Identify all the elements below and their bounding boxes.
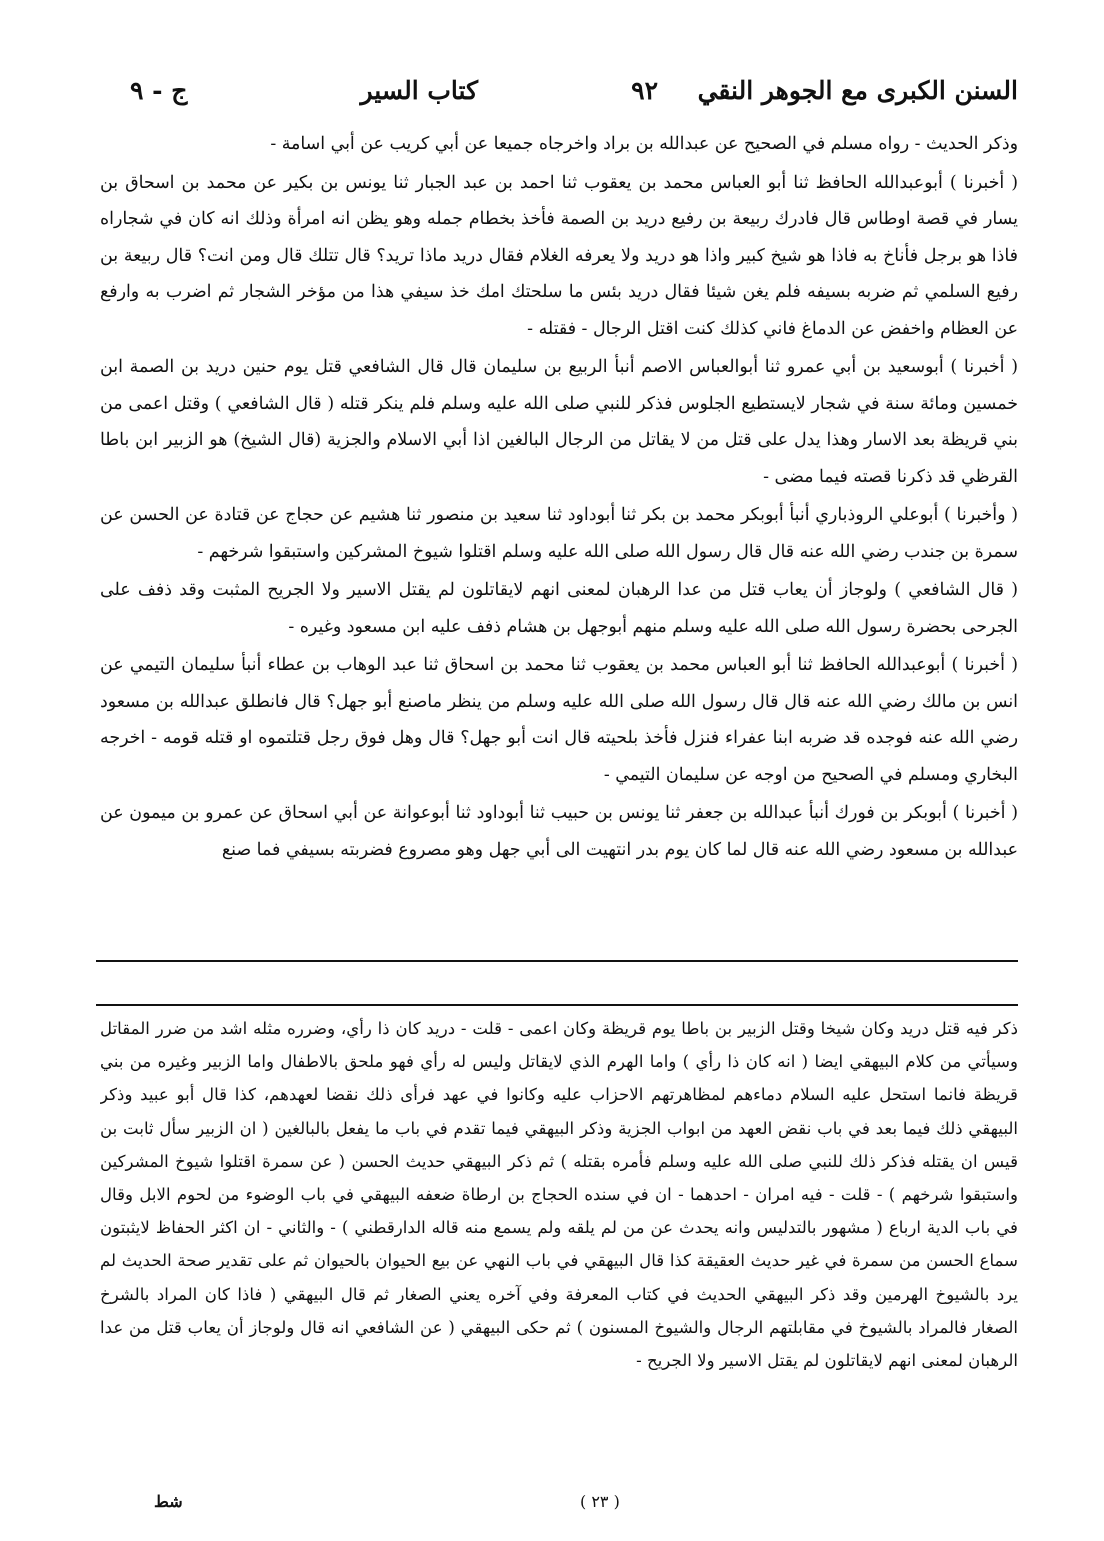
footer-page-marker: ( ٢٣ )	[580, 1492, 620, 1511]
main-text-body	[100, 126, 1018, 954]
book-title: السنن الكبرى مع الجوهر النقي	[697, 76, 1018, 105]
footnote-body	[100, 1012, 1018, 1482]
chapter-title: كتاب السير	[360, 76, 478, 105]
paragraph: ( أخبرنا ) أبوبكر بن فورك أنبأ عبدالله بن جعفر ثنا يونس بن حبيب ثنا أبوداود ثنا أبوعوانة عن أبي اسحاق عن عمرو بن ميمون عن عبدالله بن مسعود رضي الله عنه قال لما كان يوم بدر انتهيت الى أبي جهل وهو مصروع فضربته بسيفي فما صنع	[100, 803, 1018, 860]
paragraph: وذكر الحديث - رواه مسلم في الصحيح عن عبدالله بن براد واخرجاه جميعا عن أبي كريب عن أبي اسامة -	[270, 134, 1018, 154]
page-number: ٩٢	[631, 76, 658, 105]
page-header	[100, 76, 1018, 116]
printer-signature: شط	[154, 1492, 183, 1511]
paragraph: ( أخبرنا ) أبوعبدالله الحافظ ثنا أبو العباس محمد بن يعقوب ثنا محمد بن اسحاق ثنا عبد الوهاب بن عطاء أنبأ سليمان التيمي عن انس بن مالك رضي الله عنه قال قال رسول الله صلى الله عليه وسلم من ينظر ماصنع أبو جهل؟ قال فانطلق عبدالله بن مسعود رضي الله عنه فوجده قد ضربه ابنا عفراء فنزل فأخذ بلحيته قال انت أبو جهل؟ قال وهل فوق رجل قتلتموه او قتله قومه - اخرجه البخاري ومسلم في الصحيح من اوجه عن سليمان التيمي -	[100, 655, 1018, 785]
paragraph: ( أخبرنا ) أبوسعيد بن أبي عمرو ثنا أبوالعباس الاصم أنبأ الربيع بن سليمان قال قال الشافعي قتل يوم حنين دريد بن الصمة ابن خمسين ومائة سنة في شجار لايستطيع الجلوس فذكر للنبي صلى الله عليه وسلم فلم ينكر قتله ( قال الشافعي ) وقتل اعمى من بني قريظة بعد الاسار وهذا يدل على قتل من لا يقاتل من الرجال البالغين اذا أبي الاسلام والجزية (قال الشيخ) هو الزبير ابن باطا القرظي قد ذكرنا قصته فيما مضى -	[100, 357, 1018, 487]
footnote-paragraph: ذكر فيه قتل دريد وكان شيخا وقتل الزبير بن باطا يوم قريظة وكان اعمى - قلت - دريد كان ذا رأي، وضرره مثله اشد من ضرر المقاتل وسيأتي من كلام البيهقي ايضا ( انه كان ذا رأي ) واما الهرم الذي لايقاتل وليس له رأي فهو ملحق بالاطفال واما الزبير وغيره من بني قريظة فانما استحل عليه السلام دماءهم لمظاهرتهم الاحزاب عليه وكانوا في عهد فرأى ذلك نقضا لعهدهم، كذا قال أبو عبيد وذكر البيهقي ذلك فيما بعد في باب نقض العهد من ابواب الجزية وذكر البيهقي فيما تقدم في باب ما يفعل بالبالغين ( ان الزبير سأل ثابت بن قيس ان يقتله فذكر ذلك للنبي صلى الله عليه وسلم فأمره بقتله ) ثم ذكر البيهقي حديث الحسن ( عن سمرة اقتلوا شيوخ المشركين واستبقوا شرخهم ) - قلت - فيه امران - احدهما - ان في سنده الحجاج بن ارطاة ضعفه البيهقي في باب الوضوء من لحوم الابل وقال في باب الدية ارباع ( مشهور بالتدليس وانه يحدث عن من لم يلقه ولم يسمع منه قاله الدارقطني ) - والثاني - ان اكثر الحفاظ لايثبتون سماع الحسن من سمرة في غير حديث العقيقة كذا قال البيهقي في باب النهي عن بيع الحيوان بالحيوان ثم على تقدير صحة الحديث لم يرد بالشيوخ الهرمين وقد ذكر البيهقي الحديث في كتاب المعرفة وفي آخره يعني الصغار ثم قال البيهقي ( فاذا كان المراد بالشرخ الصغار فالمراد بالشيوخ في مقابلتهم الرجال والشيوخ المسنون ) ثم حكى البيهقي ( عن الشافعي انه قال ولوجاز أن يعاب قتل من عدا الرهبان لمعنى انهم لايقاتلون لم يقتل الاسير ولا الجريح -	[100, 1019, 1018, 1371]
paragraph: ( وأخبرنا ) أبوعلي الروذباري أنبأ أبوبكر محمد بن بكر ثنا أبوداود ثنا سعيد بن منصور ثنا هشيم عن حجاج عن قتادة عن الحسن عن سمرة بن جندب رضي الله عنه قال قال رسول الله صلى الله عليه وسلم اقتلوا شيوخ المشركين واستبقوا شرخهم -	[100, 505, 1018, 562]
paragraph: ( قال الشافعي ) ولوجاز أن يعاب قتل من عدا الرهبان لمعنى انهم لايقاتلون لم يقتل الاسير ولا الجريح المثبت وقد ذفف على الجرحى بحضرة رسول الله صلى الله عليه وسلم منهم أبوجهل بن هشام ذفف عليه ابن مسعود وغيره -	[100, 580, 1018, 637]
paragraph: ( أخبرنا ) أبوعبدالله الحافظ ثنا أبو العباس محمد بن يعقوب ثنا احمد بن عبد الجبار ثنا يونس بن بكير عن محمد بن اسحاق بن يسار في قصة اوطاس قال فادرك ربيعة بن رفيع دريد بن الصمة فأخذ بخطام جمله وهو يظن انه امرأة وذلك انه كان في شجاراه فاذا هو برجل فأناخ به فاذا هو شيخ كبير واذا هو دريد ولا يعرفه الغلام فقال دريد ماذا تريد؟ قال تتلك قال ومن انت؟ قال ربيعة بن رفيع السلمي ثم ضربه بسيفه فلم يغن شيئا فقال دريد بئس ما سلحتك امك خذ سيفي هذا من مؤخر الشجار ثم اضرب به وارفع عن العظام واخفض عن الدماغ فاني كذلك كنت اقتل الرجال - فقتله -	[100, 172, 1018, 339]
main-divider	[96, 960, 1018, 962]
volume-label: ج - ٩	[130, 76, 188, 105]
footnote-divider	[96, 1004, 1018, 1006]
page-footer	[100, 1492, 1018, 1522]
